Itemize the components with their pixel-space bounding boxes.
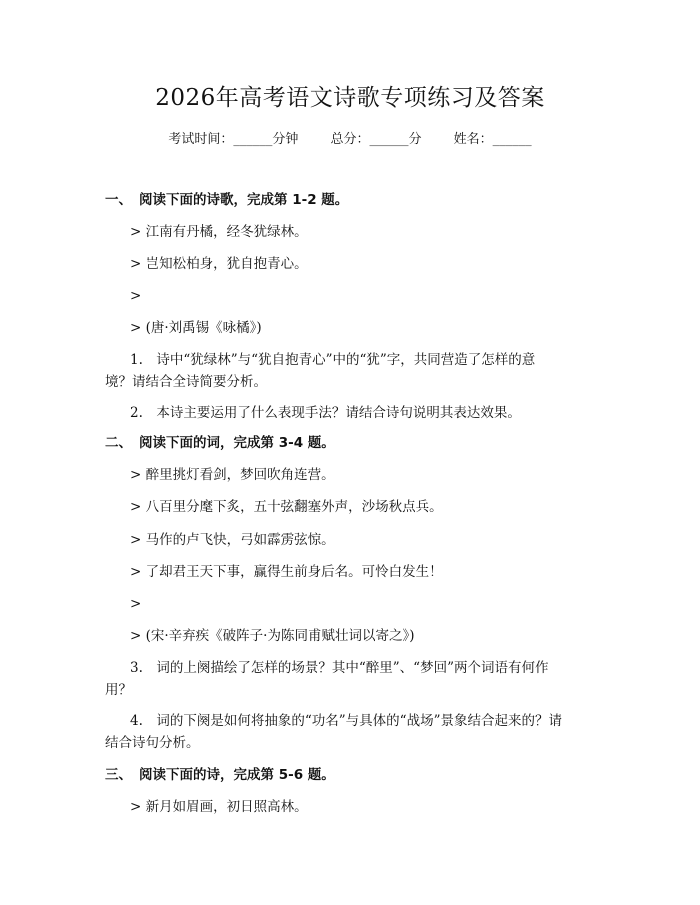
question-text: 4. 词的下阕是如何将抽象的“功名”与具体的“战场”景象结合起来的？请	[130, 713, 562, 729]
poem-line: > 江南有丹橘，经冬犹绿林。	[130, 224, 308, 240]
section-number: 一、	[105, 192, 132, 208]
exam-score: 总分：______分	[330, 132, 422, 147]
poem-line: > 新月如眉画，初日照高林。	[130, 799, 308, 815]
poem-source: > (宋·辛弃疾《破阵子·为陈同甫赋壮词以寄之》)	[130, 628, 415, 644]
question-text: 1. 诗中“犹绿林”与“犹自抱青心”中的“犹”字，共同营造了怎样的意	[130, 352, 536, 368]
section-heading	[105, 433, 335, 453]
poem-line: >	[130, 596, 142, 612]
poem-line: >	[130, 288, 142, 304]
section-title: 阅读下面的诗歌，完成第 1-2 题。	[139, 192, 349, 208]
question-text-continued: 用？	[105, 682, 132, 698]
section-number: 二、	[105, 435, 132, 451]
question-text: 3. 词的上阕描绘了怎样的场景？其中“醉里”、“梦回”两个词语有何作	[130, 660, 549, 676]
question-text: 2. 本诗主要运用了什么表现手法？请结合诗句说明其表达效果。	[130, 405, 521, 421]
poem-line: > 岂知松柏身，犹自抱青心。	[130, 256, 308, 272]
student-name: 姓名：______	[453, 132, 532, 147]
poem-line: > 了却君王天下事，赢得生前身后名。可怜白发生！	[130, 564, 443, 580]
section-heading	[105, 190, 348, 210]
poem-line: > 醉里挑灯看剑，梦回吹角连营。	[130, 467, 335, 483]
question-text-continued: 境？请结合全诗简要分析。	[105, 374, 267, 390]
exam-time: 考试时间：______分钟	[168, 132, 299, 147]
section-title: 阅读下面的词，完成第 3-4 题。	[139, 435, 335, 451]
question-text-continued: 结合诗句分析。	[105, 735, 200, 751]
page-title: 2026年高考语文诗歌专项练习及答案	[155, 85, 545, 111]
section-title: 阅读下面的诗，完成第 5-6 题。	[139, 767, 335, 783]
poem-line: > 八百里分麾下炙，五十弦翻塞外声，沙场秋点兵。	[130, 499, 443, 515]
section-number: 三、	[105, 767, 132, 783]
poem-line: > 马作的卢飞快，弓如霹雳弦惊。	[130, 532, 335, 548]
section-heading	[105, 765, 335, 785]
exam-meta	[0, 130, 700, 150]
poem-source: > (唐·刘禹锡《咏橘》)	[130, 320, 262, 336]
